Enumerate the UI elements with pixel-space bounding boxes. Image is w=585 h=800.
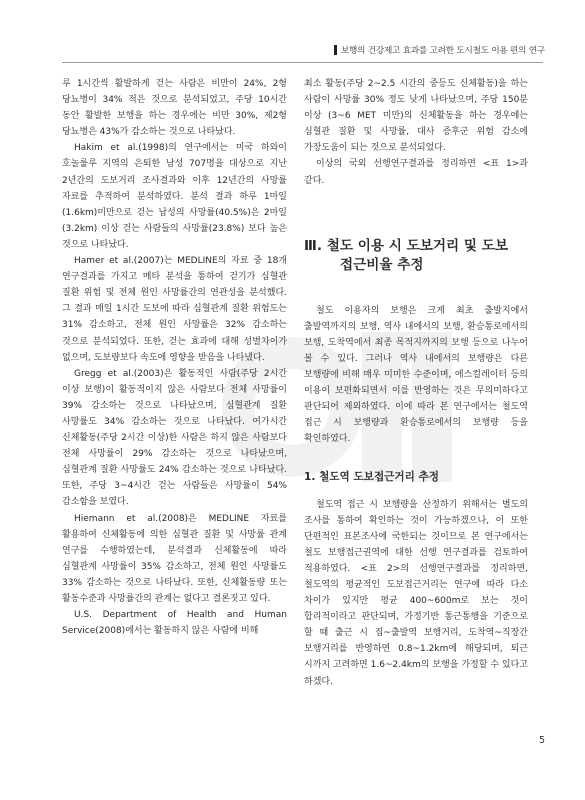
body-paragraph: 철도역 접근 시 보행량을 산정하기 위해서는 별도의 조사를 통하여 확인하는 것이 가능하겠으나, 이 또한 단편적인 표본조사에 국한되는 것이므로 본 연구에서는 철도 보행접근권역에 대한 선행 연구결과를 검토하여 적용하였다. <표 2>의 선행연구결과를 정리하면, 철도역의 평균적인 도보접근거리는 연구에 따라 다소 차이가 있지만 평균 400~600m로 보는 것이 합리적이라고 판단되며, 가정기반 통근통행을 기준으로 할 때 출근 시 집~출발역 보행거리, 도착역~직장간 보행거리를 반영하면 0.8~1.2km에 해당되며, 퇴근 시까지 고려하면 1.6~2.4km의 보행을 가정할 수 있다고 하겠다. — [304, 499, 528, 687]
page-number: 5 — [538, 735, 545, 746]
running-title: 보행의 건강제고 효과를 고려한 도시철도 이용 편의 연구 — [340, 46, 545, 56]
left-column — [62, 76, 287, 639]
body-paragraph: 이상의 국외 선행연구결과를 정리하면 <표 1>과 같다. — [304, 159, 528, 186]
body-paragraph: Gregg et al.(2003)은 활동적인 사람(주당 2시간 이상 보행)이 활동적이지 않은 사람보다 전체 사망률이 39% 감소하는 것으로 나타났으며, 심혈관계 질환 사망률도 34% 감소하는 것으로 나타났다. 여가시간 신체활동(주당 2시간 이상)한 사람은 하지 않은 사람보다 전체 사망률이 29% 감소하는 것으로 나타났으며, 심혈관계 질환 사망률도 24% 감소하는 것으로 나타났다. 또한, 주당 3~4시간 걷는 사람들은 사망률이 54% 감소함을 보였다. — [62, 368, 287, 508]
body-paragraph: Hamer et al.(2007)는 MEDLINE의 자료 중 18개 연구결과를 가지고 메타 분석을 통하여 걷기가 심혈관 질환 위험 및 전체 원인 사망률간의 연관성을 분석했다. 그 결과 매일 1시간 도보에 따라 심혈관계 질환 위험도는 31% 감소하고, 전체 원인 사망률은 32% 감소하는 것으로 분석되었다. 또한, 걷는 효과에 대해 성별차이가 없으며, 도보량보다 속도에 영향을 받음을 나타냈다. — [62, 256, 287, 363]
body-paragraph: Hiemann et al.(2008)은 MEDLINE 자료를 활용하여 신체활동에 의한 심혈관 질환 및 사망률 관계 연구를 수행하였는데, 분석결과 신체활동에 따라 심혈관계 사망률이 35% 감소하고, 전체 원인 사망률도 33% 감소하는 것으로 나타났다. 또한, 신체활동량 또는 활동수준과 사망률간의 관계는 없다고 결론짓고 있다. — [62, 513, 287, 604]
body-paragraph: Hakim et al.(1998)의 연구에서는 미국 하와이 호놀룰루 지역의 은퇴한 남성 707명을 대상으로 지난 2년간의 도보거리 조사결과와 이후 12년간의 사망률 자료를 추적하여 분석하였다. 분석 결과 하루 1마일(1.6km)미만으로 걷는 남성의 사망률(40.5%)은 2마일(3.2km) 이상 걷는 사람들의 사망률(23.8%) 보다 높은 것으로 나타났다. — [62, 143, 287, 250]
running-header — [334, 44, 545, 56]
body-paragraph: 최소 활동(주당 2~2.5 시간의 중등도 신체활동)을 하는 사람이 사망률 30% 정도 낮게 나타났으며, 주당 150분 이상 (3~6 MET 미만)의 신체활동을 하는 경우에는 심혈관 질환 및 사망률, 대사 증후군 위험 감소에 가장도움이 되는 것으로 분석되었다. — [304, 79, 528, 154]
header-marker-icon — [334, 45, 337, 55]
section-title-line2: 접근비율 추정 — [340, 256, 424, 273]
subsection-heading: 1. 철도역 도보접근거리 추정 — [304, 470, 440, 483]
section-heading — [304, 237, 528, 275]
right-column — [304, 76, 528, 690]
section-title-line1: 철도 이용 시 도보거리 및 도보 — [326, 237, 508, 254]
body-paragraph: U.S. Department of Health and Human Service(2008)에서는 활동하지 않은 사람에 비해 — [62, 610, 287, 637]
header-divider — [62, 62, 543, 63]
body-paragraph: 철도 이용자의 보행은 크게 최초 출발지에서 출발역까지의 보행, 역사 내에서의 보행, 환승통로에서의 보행, 도착역에서 최종 목적지까지의 보행 등으로 나누어 볼 수 있다. 그러나 역사 내에서의 보행량은 다른 보행량에 비해 매우 미미한 수준이며, 에스컬레이터 등의 이용이 보편화되면서 이를 반영하는 것은 무의미하다고 판단되어 제외하였다. 이에 따라 본 연구에서는 철도역 접근 시 보행량과 환승통로에서의 보행량 등을 확인하였다. — [304, 305, 528, 445]
section-number: Ⅲ. — [304, 237, 323, 254]
body-paragraph: 루 1시간씩 활발하게 걷는 사람은 비만이 24%, 2형 당뇨병이 34% 적은 것으로 분석되었고, 주당 10시간 동안 활발한 보행을 하는 경우에는 비만 30%, 제2형 당뇨병은 43%가 감소하는 것으로 나타났다. — [62, 79, 287, 138]
